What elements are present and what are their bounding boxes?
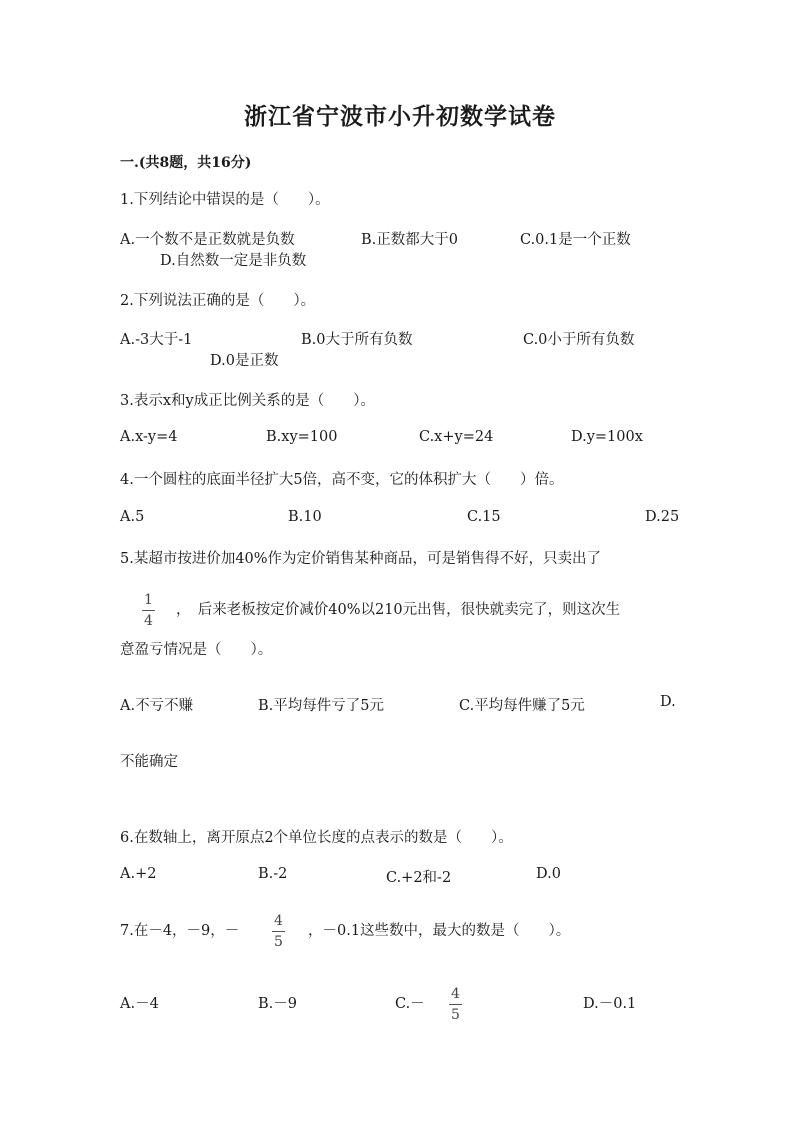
question-5-option-d-text: 不能确定: [120, 754, 178, 770]
question-4-option-a: A.5: [120, 509, 145, 525]
question-5-stem-line1: 5.某超市按进价加40%作为定价销售某种商品，可是销售得不好，只卖出了: [120, 551, 602, 567]
question-3-option-d: D.y=100x: [571, 429, 643, 445]
question-5-fraction: [142, 593, 155, 628]
question-1-stem: 1.下列结论中错误的是（ ）。: [120, 192, 330, 208]
question-7-stem-post: ，－0.1这些数中，最大的数是（ ）。: [308, 923, 571, 939]
question-7-option-c-fraction: [449, 987, 462, 1022]
question-3-option-c: C.x+y=24: [419, 429, 494, 445]
question-6-option-d: D.0: [536, 866, 561, 882]
fraction-denominator: 5: [274, 934, 283, 950]
question-1-option-d: D.自然数一定是非负数: [160, 253, 307, 269]
question-2-option-b: B.0大于所有负数: [301, 332, 413, 348]
question-2-option-c: C.0小于所有负数: [523, 332, 635, 348]
question-6-stem: 6.在数轴上，离开原点2个单位长度的点表示的数是（ ）。: [120, 830, 513, 846]
question-5-stem-line3: 意盈亏情况是（ ）。: [120, 642, 273, 658]
fraction-numerator: 4: [449, 987, 462, 1005]
question-4-stem: 4.一个圆柱的底面半径扩大5倍，高不变，它的体积扩大（ ）倍。: [120, 472, 564, 488]
question-2-stem: 2.下列说法正确的是（ ）。: [120, 293, 316, 309]
page-title: 浙江省宁波市小升初数学试卷: [244, 103, 556, 130]
fraction-denominator: 5: [451, 1007, 460, 1023]
question-5-option-b: B.平均每件亏了5元: [258, 698, 384, 714]
question-3-option-b: B.xy=100: [266, 429, 338, 445]
question-7-option-a: A.－4: [120, 996, 159, 1012]
question-7-option-d: D.－0.1: [583, 996, 637, 1012]
section-heading: 一.(共8题，共16分): [120, 155, 252, 171]
question-6-option-c: C.+2和-2: [386, 870, 452, 886]
question-2-option-d: D.0是正数: [210, 353, 279, 369]
fraction-numerator: 1: [142, 593, 155, 611]
question-1-option-c: C.0.1是一个正数: [520, 232, 631, 248]
question-5-stem-line2: ， 后来老板按定价减价40%以210元出售，很快就卖完了，则这次生: [176, 602, 621, 618]
question-4-option-c: C.15: [467, 509, 501, 525]
question-2-option-a: A.-3大于-1: [120, 332, 193, 348]
question-4-option-d: D.25: [645, 509, 680, 525]
question-5-option-c: C.平均每件赚了5元: [459, 698, 585, 714]
question-3-option-a: A.x-y=4: [120, 429, 178, 445]
question-5-option-a: A.不亏不赚: [120, 698, 194, 714]
question-5-option-d-label: D.: [660, 694, 676, 710]
question-6-option-b: B.-2: [258, 866, 288, 882]
question-4-option-b: B.10: [288, 509, 322, 525]
fraction-denominator: 4: [144, 613, 153, 629]
question-7-option-b: B.－9: [258, 996, 297, 1012]
question-3-stem: 3.表示x和y成正比例关系的是（ ）。: [120, 393, 375, 409]
question-7-stem-pre: 7.在－4，－9，－: [120, 923, 240, 939]
question-6-option-a: A.+2: [120, 866, 157, 882]
question-1-option-a: A.一个数不是正数就是负数: [120, 232, 295, 248]
question-7-option-c-prefix: C.－: [395, 996, 425, 1012]
question-7-fraction: [272, 914, 285, 949]
question-1-option-b: B.正数都大于0: [361, 232, 458, 248]
fraction-numerator: 4: [272, 914, 285, 932]
